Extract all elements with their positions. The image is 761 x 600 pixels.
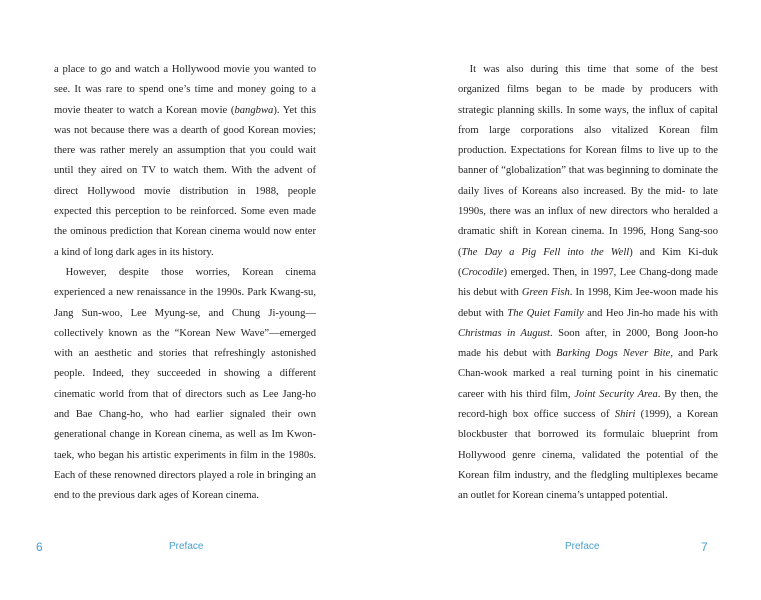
left-page-number: 6 xyxy=(36,540,43,554)
paragraph xyxy=(458,60,718,507)
text-run: However, despite those worries, Korean cinema experienced a new renaissance in the 1990s. Park Kwang-su, Jang Sun-woo, Lee Myung-se, and Chung Ji-young—collectively known as the “Korean New Wave”—emerged with an aesthetic and stories that refreshingly astonished people. Indeed, they succeeded in showing a different cinematic world from that of directors such as Lee Jang-ho and Bae Chang-ho, who had earlier signaled their own generational change in Korean cinema, as well as Im Kwon-taek, who began his artistic experiments in film in the 1980s. Each of these renowned directors played a role in bringing an end to the previous dark ages of Korean cinema. xyxy=(54,266,316,502)
italic-title: Shiri xyxy=(614,409,636,421)
right-page xyxy=(381,0,761,600)
text-run: It was also during this time that some of the best organized films began to be made by producers with strategic planning skills. In some ways, the influx of capital from large corporations also vitalized Korean film production. Expectations for Korean films to live up to the banner of “globalization” that was beginning to dominate the daily lives of Koreans also increased. By the mid- to late 1990s, there was an influx of new directors who heralded a dramatic shift in Korean cinema. In 1996, Hong Sang-soo ( xyxy=(458,64,718,258)
italic-title: Green Fish xyxy=(521,287,570,299)
right-page-number: 7 xyxy=(701,540,708,554)
text-run: . By then, the record-high box office success of xyxy=(458,388,718,421)
right-running-head: Preface xyxy=(565,541,600,552)
italic-title: Christmas in August xyxy=(458,327,550,339)
italic-title: The Day a Pig Fell into the Well xyxy=(461,246,630,258)
text-run: ) and Kim Ki-duk ( xyxy=(458,246,718,278)
text-run: ). Yet this was not because there was a dearth of good Korean movies; there was rather merely an assumption that you could wait until they aired on TV to watch them. With the advent of direct Hollywood movie distribution in 1988, people expected this perception to be reinforced. Some even made the ominous prediction that Korean cinema would now enter a kind of long dark ages in its history. xyxy=(54,104,316,258)
text-run: ) emerged. Then, in 1997, Lee Chang-dong made his debut with xyxy=(458,266,718,299)
text-run: a place to go and watch a Hollywood movie you wanted to see. It was rare to spend one’s time and money going to a movie theater to watch a Korean movie ( xyxy=(54,64,316,116)
text-run: . In 1998, Kim Jee-woon made his debut with xyxy=(458,287,718,319)
italic-title: Barking Dogs Never Bite xyxy=(556,348,671,360)
left-page-body xyxy=(54,60,316,507)
paragraph xyxy=(54,60,316,263)
text-run: . Soon after, in 2000, Bong Joon-ho made his debut with xyxy=(458,327,718,360)
italic-title: The Quiet Family xyxy=(507,307,584,319)
italic-title: bangbwa xyxy=(234,104,274,116)
right-page-body xyxy=(458,60,718,507)
italic-title: Crocodile xyxy=(461,266,504,278)
paragraph xyxy=(54,263,316,507)
left-page xyxy=(0,0,380,600)
text-run: and Heo Jin-ho made his with xyxy=(583,307,718,319)
text-run: (1999), a Korean blockbuster that borrowed its formulaic blueprint from Hollywood genre cinema, validated the potential of the Korean film industry, and the fledgling multiplexes became an outlet for Korean cinema’s untapped potential. xyxy=(458,409,719,502)
left-running-head: Preface xyxy=(169,541,204,552)
italic-title: Joint Security Area xyxy=(574,388,658,400)
text-run: , and Park Chan-wook marked a real turning point in his cinematic career with his third film, xyxy=(458,348,718,400)
